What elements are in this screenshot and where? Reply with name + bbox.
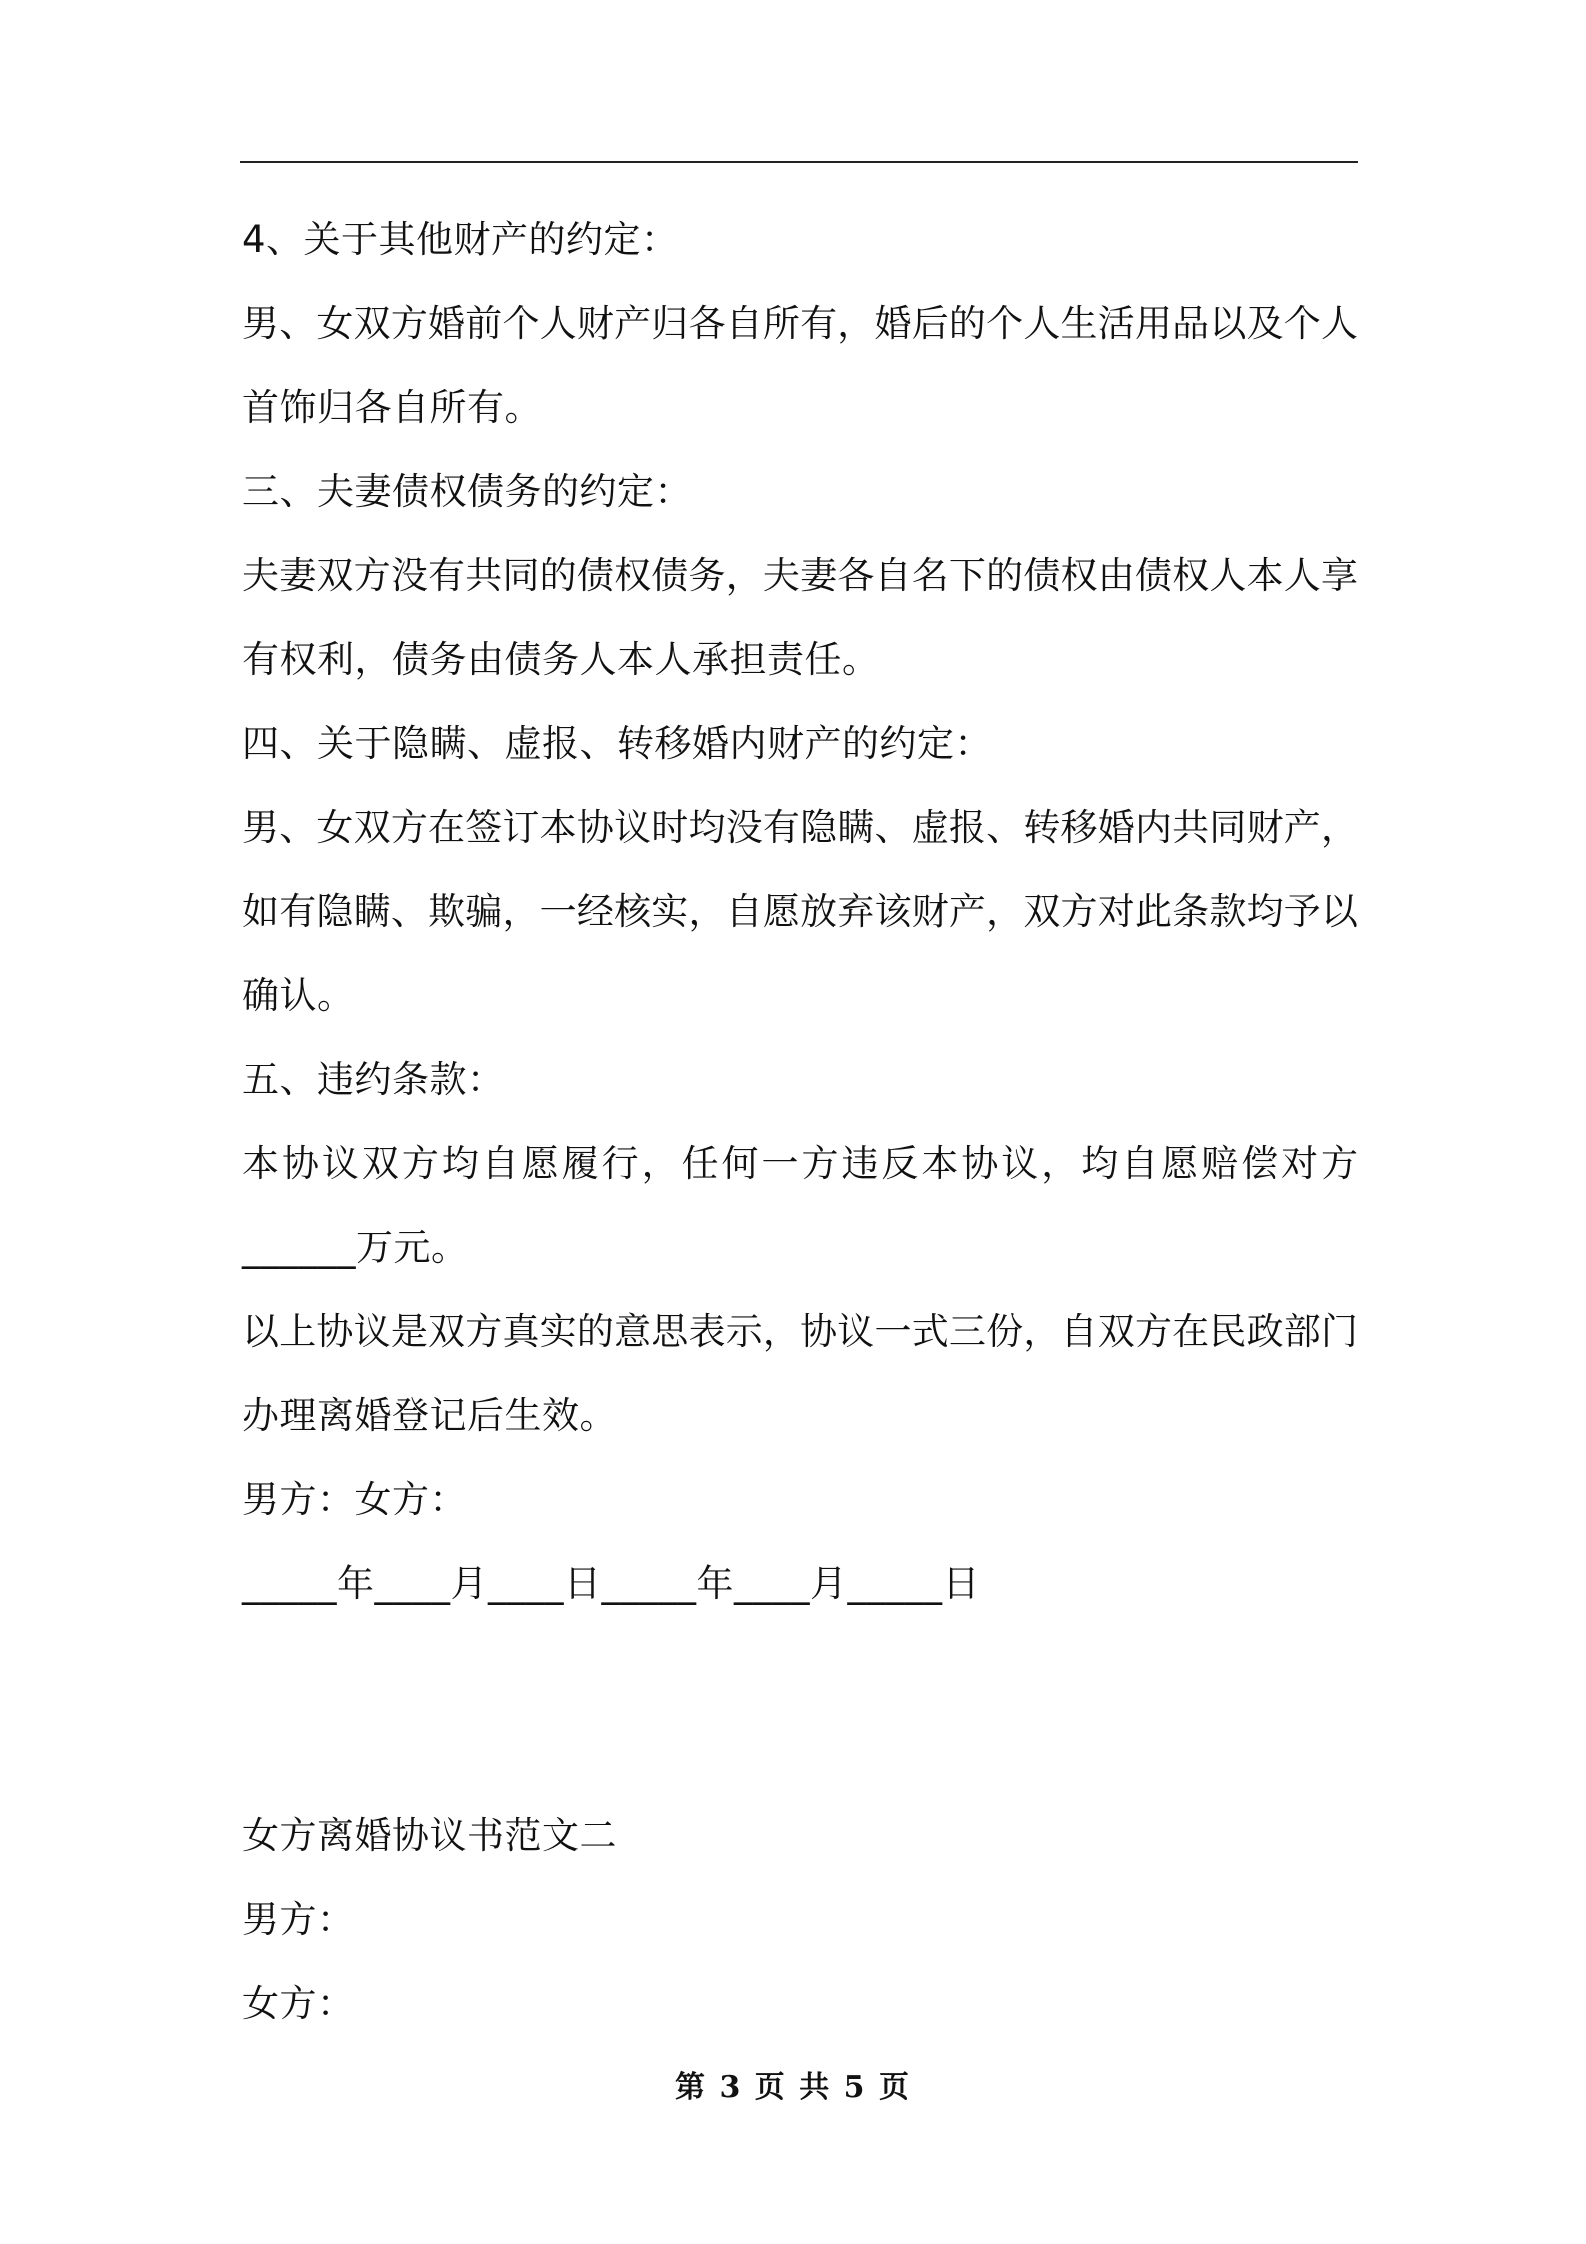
paragraph-line: 以上协议是双方真实的意思表示，协议一式三份，自双方在民政部门 <box>242 1310 1358 1353</box>
paragraph-line: 本协议双方均自愿履行，任何一方违反本协议，均自愿赔偿对方 <box>242 1142 1358 1185</box>
paragraph-line: 男、女双方在签订本协议时均没有隐瞒、虚报、转移婚内共同财产， <box>242 806 1358 849</box>
paragraph-line: 确认。 <box>242 974 355 1017</box>
clause-heading-other-property: 4、关于其他财产的约定： <box>242 218 679 261</box>
paragraph-line: 首饰归各自所有。 <box>242 386 542 429</box>
male-party-label: 男方： <box>242 1898 355 1941</box>
paragraph-line: 如有隐瞒、欺骗，一经核实，自愿放弃该财产，双方对此条款均予以 <box>242 890 1358 933</box>
female-party-label: 女方： <box>242 1982 355 2025</box>
paragraph-line: 夫妻双方没有共同的债权债务，夫妻各自名下的债权由债权人本人享 <box>242 554 1358 597</box>
sample-two-title: 女方离婚协议书范文二 <box>242 1814 617 1857</box>
paragraph-line: 男、女双方婚前个人财产归各自所有，婚后的个人生活用品以及个人 <box>242 302 1358 345</box>
paragraph-line: 办理离婚登记后生效。 <box>242 1394 617 1437</box>
signature-date-blanks: _____年____月____日_____年____月_____日 <box>242 1562 980 1605</box>
section-heading-debts: 三、夫妻债权债务的约定： <box>242 470 692 513</box>
document-body <box>242 198 1358 2046</box>
paragraph-line: 有权利，债务由债务人本人承担责任。 <box>242 638 880 681</box>
header-rule <box>240 161 1358 163</box>
section-spacer <box>242 1626 1358 1794</box>
signature-labels: 男方：女方： <box>242 1478 467 1521</box>
section-heading-breach: 五、违约条款： <box>242 1058 505 1101</box>
compensation-amount-blank: ______万元。 <box>242 1226 469 1269</box>
page-number-footer: 第 3 页 共 5 页 <box>675 2070 911 2105</box>
section-heading-concealment: 四、关于隐瞒、虚报、转移婚内财产的约定： <box>242 722 992 765</box>
